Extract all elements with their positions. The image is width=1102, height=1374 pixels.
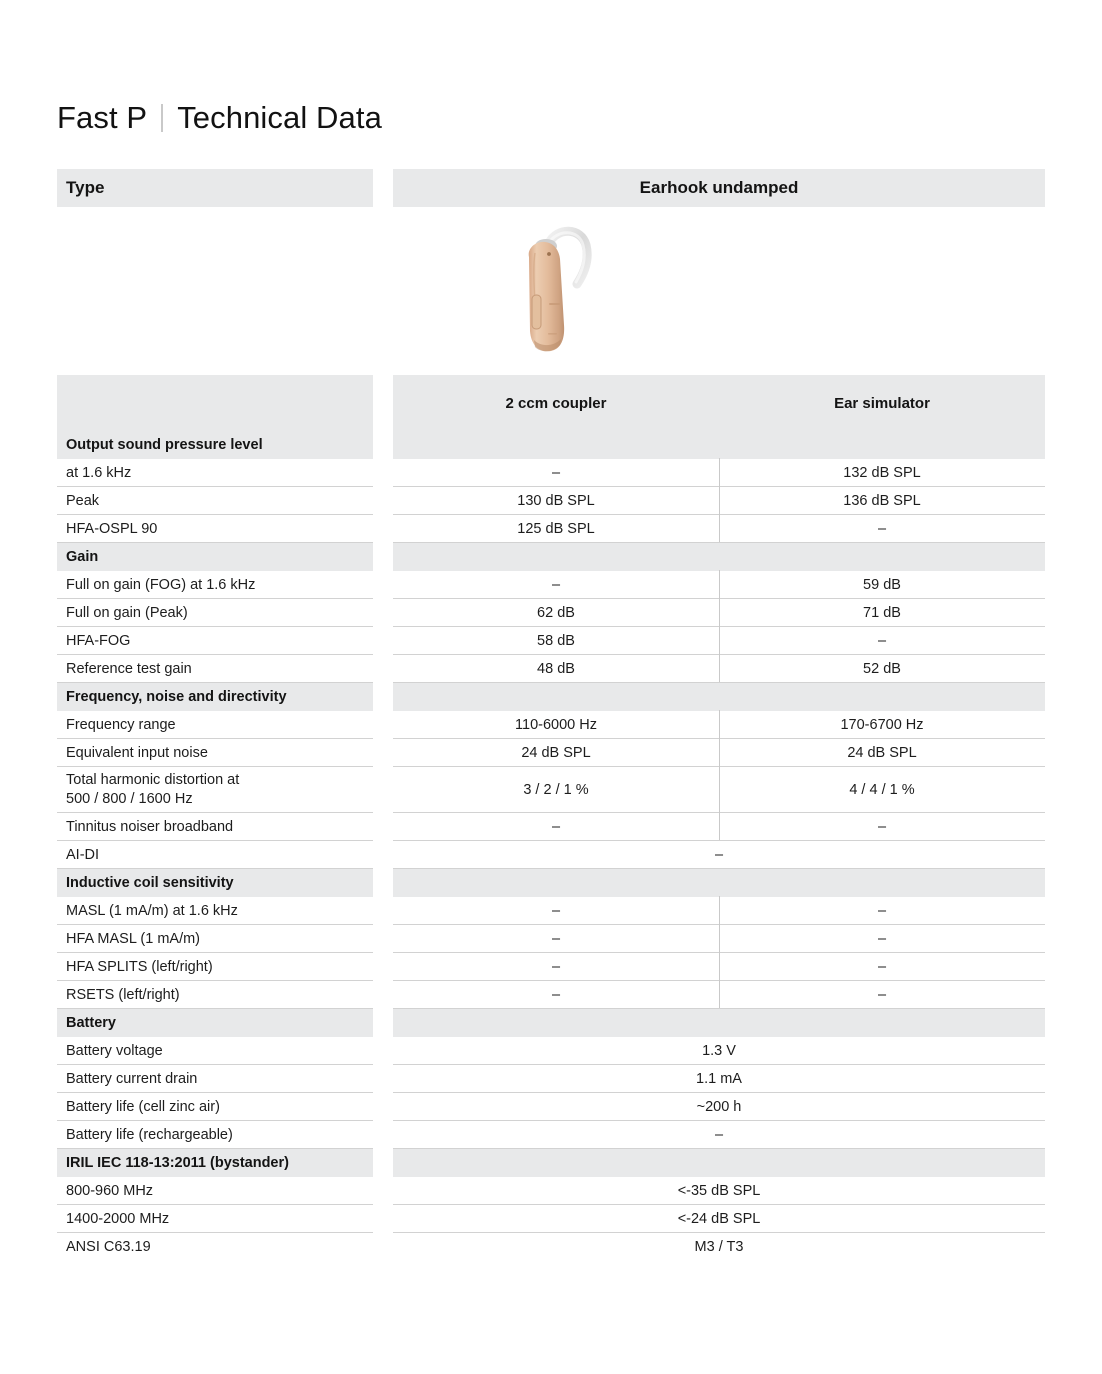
value-simulator: –: [719, 953, 1045, 981]
table-row: [57, 1121, 1045, 1149]
value-coupler: 62 dB: [393, 599, 719, 627]
value-coupler: –: [393, 571, 719, 599]
section-header-label: Output sound pressure level: [57, 431, 373, 459]
row-label: ANSI C63.19: [66, 1239, 151, 1255]
section-header-iril-iec-118-13-2011-bystander: [57, 1149, 1045, 1177]
column-gap: [373, 599, 393, 627]
row-label: HFA-FOG: [57, 627, 373, 655]
row-values: [393, 813, 1045, 841]
row-values: [393, 1177, 1045, 1205]
value-coupler: 58 dB: [393, 627, 719, 655]
column-gap: [373, 1037, 393, 1065]
table-row: [57, 571, 1045, 599]
section-header-battery: [57, 1009, 1045, 1037]
brand-marking: [549, 303, 560, 305]
column-header-values: [393, 375, 1045, 431]
spec-table-body: [57, 431, 1045, 1261]
value-coupler: 48 dB: [393, 655, 719, 683]
row-values: [393, 487, 1045, 515]
value-merged: M3 / T3: [694, 1239, 744, 1255]
value-simulator: –: [719, 925, 1045, 953]
type-banner-value-band: [393, 169, 1045, 207]
table-row: [57, 627, 1045, 655]
table-row: [57, 1037, 1045, 1065]
table-row: [57, 925, 1045, 953]
row-values: [393, 841, 1045, 869]
section-header-label: Gain: [57, 543, 373, 571]
value-simulator: 71 dB: [719, 599, 1045, 627]
row-label: 1400-2000 MHz: [57, 1205, 373, 1233]
type-banner-value: Earhook undamped: [639, 178, 799, 197]
column-gap: [373, 1065, 393, 1093]
table-row: [57, 1065, 1045, 1093]
section-header-label: Frequency, noise and directivity: [57, 683, 373, 711]
table-row: [57, 767, 1045, 813]
row-label: AI-DI: [57, 841, 373, 869]
row-values: [393, 1093, 1045, 1121]
row-label-line1: Total harmonic distortion at: [66, 772, 240, 789]
column-gap: [373, 1233, 393, 1261]
column-gap: [373, 1121, 393, 1149]
value-simulator: 24 dB SPL: [719, 739, 1045, 767]
row-label-text: [66, 771, 239, 807]
row-values: [393, 925, 1045, 953]
row-label: HFA SPLITS (left/right): [57, 953, 373, 981]
column-gap: [373, 767, 393, 813]
table-row: [57, 711, 1045, 739]
value-simulator: –: [719, 515, 1045, 543]
table-row: [57, 1205, 1045, 1233]
column-gap: [373, 869, 393, 897]
row-label-line2: 500 / 800 / 1600 Hz: [66, 790, 193, 807]
row-label: Reference test gain: [57, 655, 373, 683]
table-row: [57, 813, 1045, 841]
row-values: [393, 1121, 1045, 1149]
value-simulator: –: [719, 981, 1045, 1009]
section-header-band: [393, 869, 1045, 897]
column-gap: [373, 981, 393, 1009]
column-gap: [373, 627, 393, 655]
column-gap: [373, 515, 393, 543]
column-gap: [373, 813, 393, 841]
section-header-output-sound-pressure-level: [57, 431, 1045, 459]
value-merged: <-24 dB SPL: [393, 1205, 1045, 1233]
column-header-simulator: Ear simulator: [834, 394, 930, 412]
row-label: [57, 767, 373, 813]
type-banner-row: [57, 169, 1045, 207]
value-simulator: 59 dB: [719, 571, 1045, 599]
column-gap: [373, 487, 393, 515]
value-merged: –: [393, 841, 1045, 869]
value-coupler: 3 / 2 / 1 %: [393, 767, 719, 813]
table-row: [57, 981, 1045, 1009]
row-values: [393, 953, 1045, 981]
column-gap: [373, 711, 393, 739]
table-row: [57, 953, 1045, 981]
row-values: [393, 1205, 1045, 1233]
column-gap: [373, 897, 393, 925]
column-gap: [373, 1009, 393, 1037]
column-gap: [373, 841, 393, 869]
column-gap: [373, 543, 393, 571]
column-gap: [373, 571, 393, 599]
section-header-label: IRIL IEC 118-13:2011 (bystander): [57, 1149, 373, 1177]
row-label: Frequency range: [57, 711, 373, 739]
section-header-band: [393, 1149, 1045, 1177]
row-label: Tinnitus noiser broadband: [57, 813, 373, 841]
column-gap: [373, 1093, 393, 1121]
row-values: [393, 627, 1045, 655]
row-values: [393, 1037, 1045, 1065]
row-label: RSETS (left/right): [57, 981, 373, 1009]
row-label: HFA-OSPL 90: [57, 515, 373, 543]
type-banner-label: Type: [57, 169, 373, 207]
table-row: [57, 841, 1045, 869]
column-gap: [373, 739, 393, 767]
value-coupler: 24 dB SPL: [393, 739, 719, 767]
column-header-row: [57, 375, 1045, 431]
value-coupler: –: [393, 897, 719, 925]
row-values: [393, 1233, 1045, 1261]
column-gap: [373, 375, 393, 431]
row-values: [393, 459, 1045, 487]
row-values: [393, 897, 1045, 925]
value-coupler: –: [393, 925, 719, 953]
table-row: [57, 1177, 1045, 1205]
table-row: [57, 655, 1045, 683]
value-merged: ~200 h: [393, 1093, 1045, 1121]
value-coupler: 130 dB SPL: [393, 487, 719, 515]
column-gap: [373, 1205, 393, 1233]
value-simulator: 132 dB SPL: [719, 459, 1045, 487]
value-coupler: 110-6000 Hz: [393, 711, 719, 739]
model-marking: [548, 333, 557, 335]
section-header-label: Inductive coil sensitivity: [57, 869, 373, 897]
column-gap: [373, 1177, 393, 1205]
table-row: [57, 1093, 1045, 1121]
row-values: [393, 1065, 1045, 1093]
column-header-spacer: [57, 375, 373, 431]
page-title: [57, 0, 1045, 136]
bte-hearing-aid-photo: [491, 221, 611, 361]
row-label: Battery voltage: [57, 1037, 373, 1065]
page-title-product: Fast P: [57, 100, 148, 135]
section-header-gain: [57, 543, 1045, 571]
section-header-band: [393, 543, 1045, 571]
value-simulator: 52 dB: [719, 655, 1045, 683]
row-label: HFA MASL (1 mA/m): [57, 925, 373, 953]
microphone-port-icon: [547, 252, 551, 256]
row-values: [393, 767, 1045, 813]
column-gap: [373, 431, 393, 459]
column-gap: [373, 683, 393, 711]
section-header-band: [393, 1009, 1045, 1037]
row-label: MASL (1 mA/m) at 1.6 kHz: [57, 897, 373, 925]
row-values: [393, 515, 1045, 543]
section-header-band: [393, 683, 1045, 711]
row-label: Battery life (rechargeable): [57, 1121, 373, 1149]
row-values: [393, 599, 1045, 627]
table-row: [57, 515, 1045, 543]
value-simulator: –: [719, 627, 1045, 655]
table-row: [57, 459, 1045, 487]
row-values: [393, 739, 1045, 767]
battery-door: [532, 295, 541, 329]
value-simulator: 136 dB SPL: [719, 487, 1045, 515]
value-simulator: –: [719, 897, 1045, 925]
row-values: [393, 711, 1045, 739]
table-row: [57, 487, 1045, 515]
row-label: Equivalent input noise: [57, 739, 373, 767]
row-values: [393, 571, 1045, 599]
column-gap: [373, 169, 393, 207]
section-header-label: Battery: [57, 1009, 373, 1037]
value-simulator: 4 / 4 / 1 %: [719, 767, 1045, 813]
value-coupler: –: [393, 953, 719, 981]
column-gap: [373, 1149, 393, 1177]
row-values: [393, 981, 1045, 1009]
row-label: Full on gain (FOG) at 1.6 kHz: [57, 571, 373, 599]
column-header-coupler: 2 ccm coupler: [505, 394, 607, 412]
table-row: [57, 599, 1045, 627]
title-separator: [161, 104, 163, 132]
table-row: [57, 1233, 1045, 1261]
row-label: Battery life (cell zinc air): [57, 1093, 373, 1121]
value-merged: –: [393, 1121, 1045, 1149]
section-header-frequency-noise-and-directivity: [57, 683, 1045, 711]
value-coupler: 125 dB SPL: [393, 515, 719, 543]
bte-hearing-aid-icon: [491, 221, 611, 361]
column-gap: [373, 459, 393, 487]
row-values: [393, 655, 1045, 683]
product-image-container: [57, 207, 1045, 375]
row-label: at 1.6 kHz: [57, 459, 373, 487]
row-label: Battery current drain: [57, 1065, 373, 1093]
value-merged: <-35 dB SPL: [393, 1177, 1045, 1205]
page-title-section: Technical Data: [177, 100, 382, 135]
row-label: 800-960 MHz: [57, 1177, 373, 1205]
row-label: Peak: [57, 487, 373, 515]
value-coupler: –: [393, 813, 719, 841]
column-gap: [373, 953, 393, 981]
section-header-inductive-coil-sensitivity: [57, 869, 1045, 897]
table-row: [57, 897, 1045, 925]
column-gap: [373, 925, 393, 953]
row-label: Full on gain (Peak): [57, 599, 373, 627]
value-coupler: –: [393, 981, 719, 1009]
value-simulator: –: [719, 813, 1045, 841]
section-header-band: [393, 431, 1045, 459]
value-simulator: 170-6700 Hz: [719, 711, 1045, 739]
column-gap: [373, 655, 393, 683]
value-coupler: –: [393, 459, 719, 487]
table-row: [57, 739, 1045, 767]
value-merged: 1.1 mA: [393, 1065, 1045, 1093]
value-merged: 1.3 V: [393, 1037, 1045, 1065]
